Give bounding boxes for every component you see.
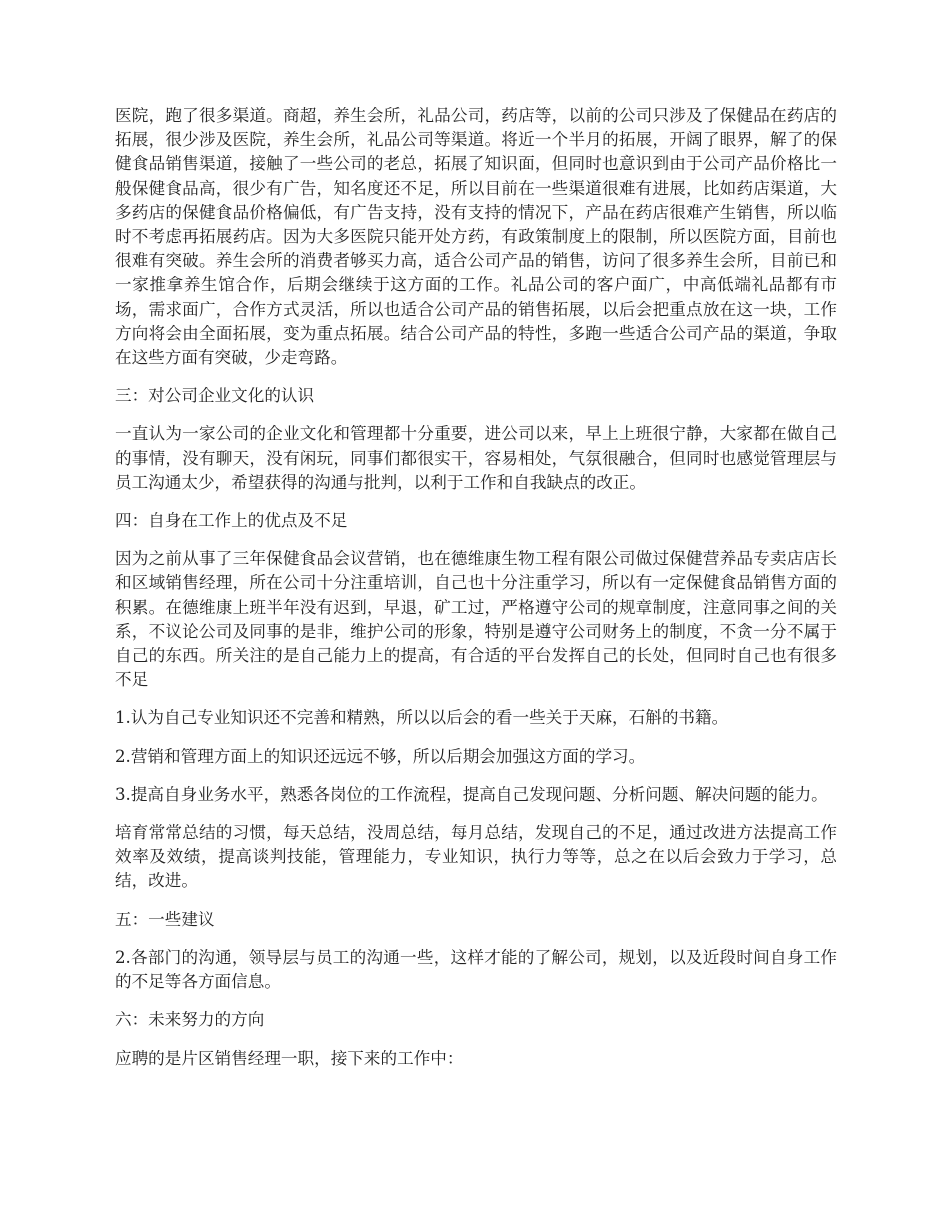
paragraph-suggestion-2: 2.各部门的沟通，领导层与员工的沟通一些，这样才能的了解公司，规划，以及近段时间自身工作的不足等各方面信息。 — [115, 947, 837, 992]
list-item-3: 3.提高自身业务水平，熟悉各岗位的工作流程，提高自己发现问题、分析问题、解决问题的能力。 — [115, 784, 828, 804]
paragraph-future-role: 应聘的是片区销售经理一职，接下来的工作中： — [115, 1048, 464, 1068]
heading-corporate-culture: 三：对公司企业文化的认识 — [115, 386, 315, 406]
list-item-1: 1.认为自己专业知识还不完善和精熟，所以以后会的看一些关于天麻，石斛的书籍。 — [115, 708, 729, 728]
heading-future-direction: 六：未来努力的方向 — [115, 1010, 265, 1030]
paragraph-experience: 因为之前从事了三年保健食品会议营销，也在德维康生物工程有限公司做过保健营养品专卖店店长和区域销售经理，所在公司十分注重培训，自己也十分注重学习，所以有一定保健食品销售方面的积累。在德维康上班半年没有迟到，早退，矿工过，严格遵守公司的规章制度，注意同事之间的关系，不议论公司及同事的是非，维护公司的形象，特别是遵守公司财务上的制度，不贪一分不属于自己的东西。所关注的是自己能力上的提高，有合适的平台发挥自己的长处，但同时自己也有很多不足 — [115, 549, 837, 690]
paragraph-channel-expansion: 医院，跑了很多渠道。商超，养生会所，礼品公司，药店等，以前的公司只涉及了保健品在药店的拓展，很少涉及医院，养生会所，礼品公司等渠道。将近一个半月的拓展，开阔了眼界，解了的保健食品销售渠道，接触了一些公司的老总，拓展了知识面，但同时也意识到由于公司产品价格比一般保健食品高，很少有广告，知名度还不足，所以目前在一些渠道很难有进展，比如药店渠道，大多药店的保健食品价格偏低，有广告支持，没有支持的情况下，产品在药店很难产生销售，所以临时不考虑再拓展药店。因为大多医院只能开处方药，有政策制度上的限制，所以医院方面，目前也很难有突破。养生会所的消费者够买力高，适合公司产品的销售，访问了很多养生会所，目前已和一家推拿养生馆合作，后期会继续于这方面的工作。礼品公司的客户面广，中高低端礼品都有市场，需求面广，合作方式灵活，所以也适合公司产品的销售拓展，以后会把重点放在这一块，工作方向将会由全面拓展，变为重点拓展。结合公司产品的特性，多跑一些适合公司产品的渠道，争取在这些方面有突破，少走弯路。 — [115, 106, 837, 368]
paragraph-summary-habit: 培育常常总结的习惯，每天总结，没周总结，每月总结，发现自己的不足，通过改进方法提高工作效率及效绩，提高谈判技能，管理能力，专业知识，执行力等等，总之在以后会致力于学习，总结，改进。 — [115, 823, 837, 891]
heading-strengths-weaknesses: 四：自身在工作上的优点及不足 — [115, 511, 348, 531]
paragraph-corporate-culture: 一直认为一家公司的企业文化和管理都十分重要，进公司以来，早上上班很宁静，大家都在做自己的事情，没有聊天，没有闲玩，同事们都很实干，容易相处，气氛很融合，但同时也感觉管理层与员工沟通太少，希望获得的沟通与批判，以利于工作和自我缺点的改正。 — [115, 424, 837, 492]
heading-suggestions: 五：一些建议 — [115, 909, 215, 929]
document-page — [115, 104, 837, 1085]
list-item-2: 2.营销和管理方面上的知识还远远不够，所以后期会加强这方面的学习。 — [115, 746, 646, 766]
